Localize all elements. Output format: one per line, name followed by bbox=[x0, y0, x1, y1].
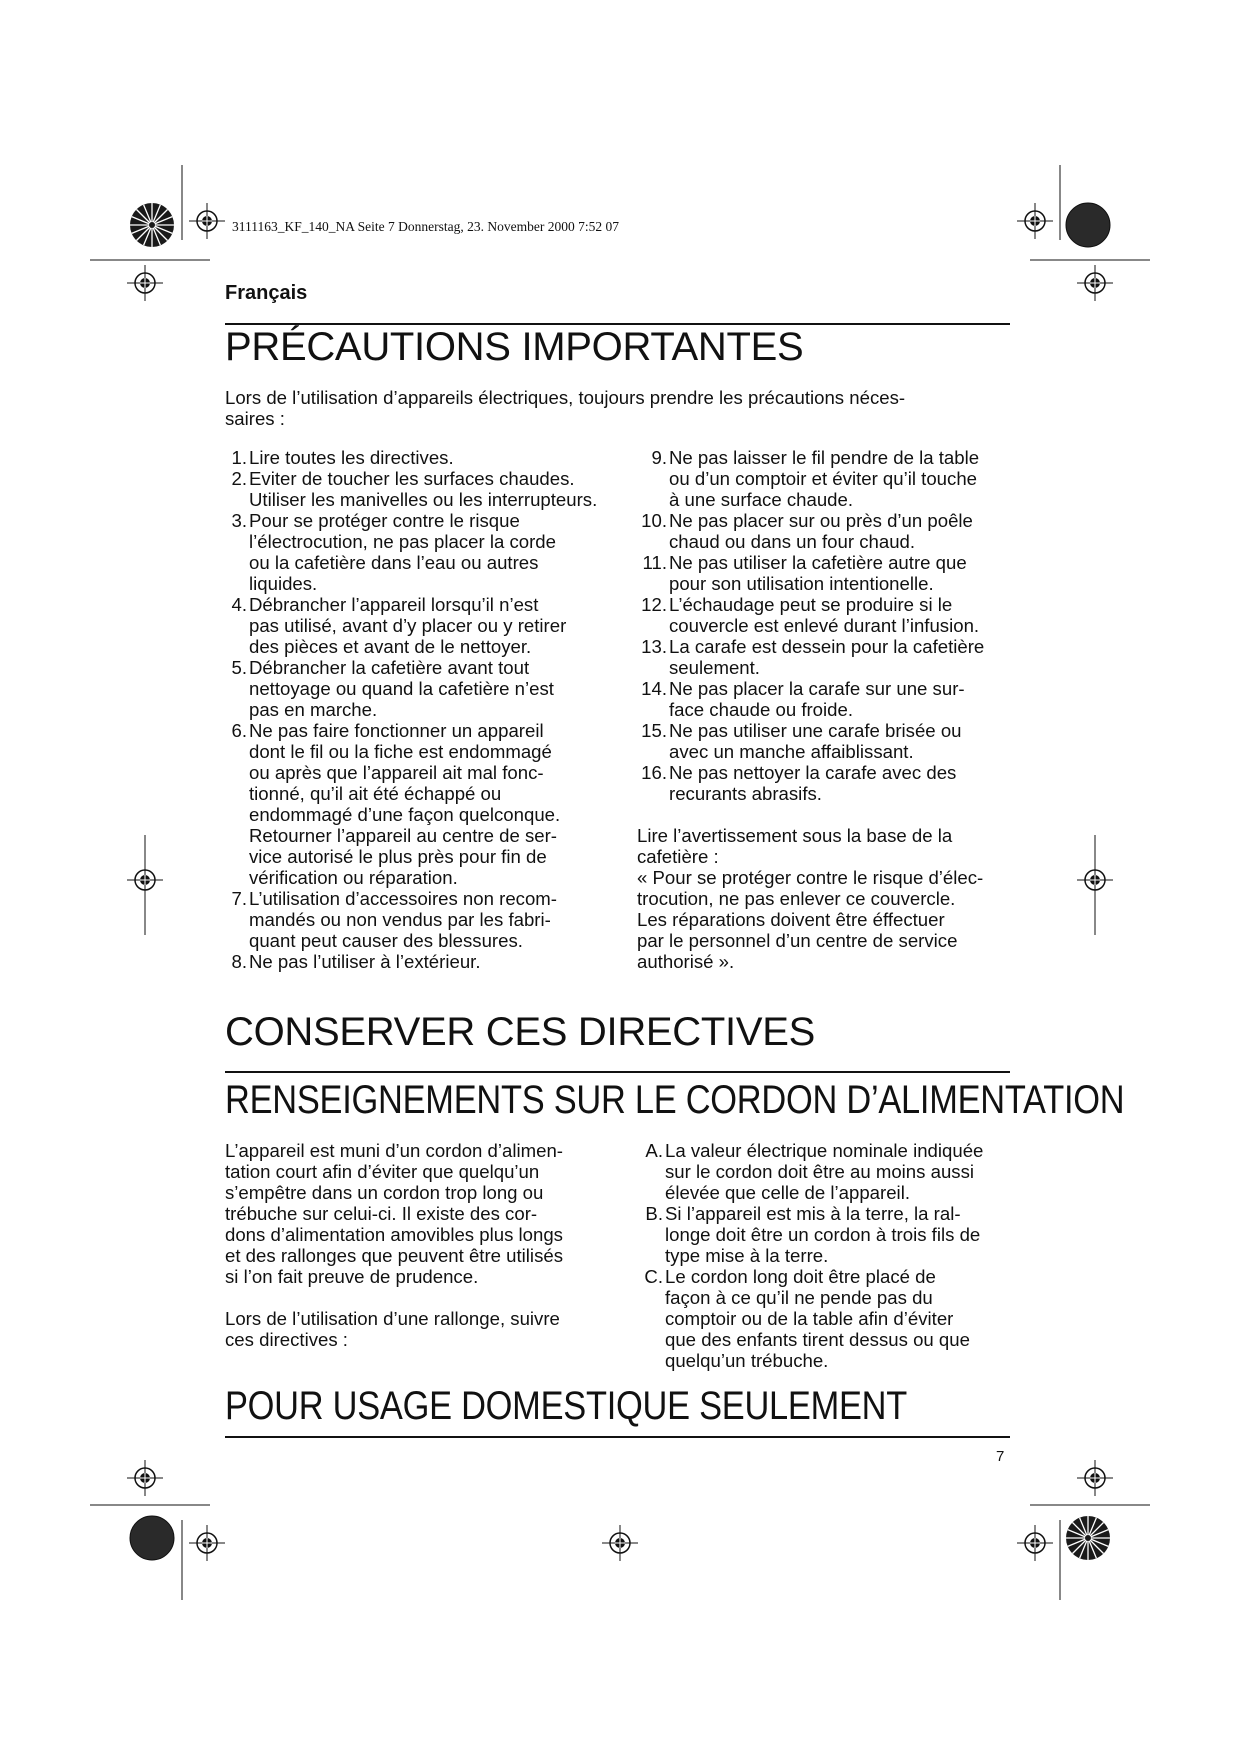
section-divider bbox=[225, 1436, 1010, 1438]
list-item-line: ou la cafetière dans l’eau ou autres bbox=[249, 552, 539, 573]
list-item-line: des pièces et avant de le nettoyer. bbox=[249, 636, 532, 657]
list-item-line: ou d’un comptoir et éviter qu’il touche bbox=[669, 468, 978, 489]
list-item-text bbox=[249, 510, 625, 594]
list-item-line: pour son utilisation intentionelle. bbox=[669, 573, 934, 594]
cordon-right-column bbox=[641, 1140, 1041, 1371]
list-item-text bbox=[669, 594, 1037, 636]
list-item-text bbox=[669, 552, 1037, 594]
list-item-line: Eviter de toucher les surfaces chaudes. bbox=[249, 468, 575, 489]
list-item-text bbox=[249, 447, 625, 468]
list-item-line: Ne pas placer sur ou près d’un poêle bbox=[669, 510, 973, 531]
list-item-number: 14. bbox=[641, 678, 667, 699]
list-item bbox=[637, 552, 1037, 594]
list-item-number: 10. bbox=[641, 510, 667, 531]
list-item-text bbox=[669, 510, 1037, 552]
paragraph-line: et des rallonges que peuvent être utilisés bbox=[225, 1245, 564, 1266]
warning-paragraph bbox=[637, 825, 1037, 972]
list-item-line: élevée que celle de l’appareil. bbox=[665, 1182, 910, 1203]
intro-line: saires : bbox=[225, 408, 285, 429]
list-item-line: mandés ou non vendus par les fabri- bbox=[249, 909, 551, 930]
print-header-line: 3111163_KF_140_NA Seite 7 Donnerstag, 23. November 2000 7:52 07 bbox=[232, 219, 619, 234]
list-item-line: liquides. bbox=[249, 573, 318, 594]
paragraph-line: L’appareil est muni d’un cordon d’alimen- bbox=[225, 1140, 563, 1161]
list-item-text bbox=[665, 1203, 1041, 1266]
list-item-number: 4. bbox=[231, 594, 247, 615]
list-item-number: 5. bbox=[231, 657, 247, 678]
domestique-title: POUR USAGE DOMESTIQUE SEULEMENT bbox=[225, 1384, 908, 1428]
list-item-number: 13. bbox=[641, 636, 667, 657]
list-item-text bbox=[249, 951, 625, 972]
paragraph-line: authorisé ». bbox=[637, 951, 735, 972]
list-item-text bbox=[249, 720, 625, 888]
list-item-line: quelqu’un trébuche. bbox=[665, 1350, 829, 1371]
list-item-text bbox=[669, 762, 1037, 804]
list-item-text bbox=[665, 1140, 1041, 1203]
list-item-line: chaud ou dans un four chaud. bbox=[669, 531, 916, 552]
list-item bbox=[637, 762, 1037, 804]
list-item-line: vérification ou réparation. bbox=[249, 867, 458, 888]
list-item-line: Pour se protéger contre le risque bbox=[249, 510, 520, 531]
precautions-title: PRÉCAUTIONS IMPORTANTES bbox=[225, 325, 804, 369]
list-item-line: recurants abrasifs. bbox=[669, 783, 822, 804]
language-label: Français bbox=[225, 282, 308, 304]
cordon-paragraph bbox=[225, 1308, 625, 1350]
list-item-line: vice autorisé le plus près pour fin de bbox=[249, 846, 547, 867]
list-item-line: Ne pas utiliser la cafetière autre que bbox=[669, 552, 967, 573]
list-item-line: Débrancher l’appareil lorsqu’il n’est bbox=[249, 594, 539, 615]
list-item-number: A. bbox=[645, 1140, 663, 1161]
list-item-line: avec un manche affaiblissant. bbox=[669, 741, 914, 762]
cordon-left-column bbox=[225, 1140, 625, 1350]
list-item-line: nettoyage ou quand la cafetière n’est bbox=[249, 678, 554, 699]
paragraph-line: Lire l’avertissement sous la base de la bbox=[637, 825, 953, 846]
list-item-text bbox=[669, 678, 1037, 720]
list-item bbox=[637, 447, 1037, 510]
list-item-line: pas en marche. bbox=[249, 699, 378, 720]
cordon-paragraph bbox=[225, 1140, 625, 1287]
list-item bbox=[641, 1203, 1041, 1266]
list-item-number: 3. bbox=[231, 510, 247, 531]
list-item-line: Ne pas nettoyer la carafe avec des bbox=[669, 762, 957, 783]
page-number: 7 bbox=[996, 1448, 1005, 1465]
list-item-number: B. bbox=[645, 1203, 663, 1224]
list-item bbox=[225, 447, 625, 468]
list-item-number: 7. bbox=[231, 888, 247, 909]
list-item-line: que des enfants tirent dessus ou que bbox=[665, 1329, 970, 1350]
paragraph-line: s’empêtre dans un cordon trop long ou bbox=[225, 1182, 544, 1203]
list-item-line: Le cordon long doit être placé de bbox=[665, 1266, 936, 1287]
list-item-number: 6. bbox=[231, 720, 247, 741]
list-item-text bbox=[249, 594, 625, 657]
list-item-line: à une surface chaude. bbox=[669, 489, 854, 510]
list-item bbox=[225, 720, 625, 888]
list-item-line: ou après que l’appareil ait mal fonc- bbox=[249, 762, 544, 783]
list-item-line: Ne pas laisser le fil pendre de la table bbox=[669, 447, 980, 468]
list-item-text bbox=[665, 1266, 1041, 1371]
cordon-title: RENSEIGNEMENTS SUR LE CORDON D’ALIMENTATION bbox=[225, 1078, 1125, 1122]
conserver-title: CONSERVER CES DIRECTIVES bbox=[225, 1010, 815, 1054]
list-item-text bbox=[669, 447, 1037, 510]
list-item-line: sur le cordon doit être au moins aussi bbox=[665, 1161, 975, 1182]
list-item-line: longe doit être un cordon à trois fils de bbox=[665, 1224, 981, 1245]
list-item-line: façon à ce qu’il ne pende pas du bbox=[665, 1287, 933, 1308]
list-item bbox=[225, 468, 625, 510]
list-item-number: 2. bbox=[231, 468, 247, 489]
list-item-line: tionné, qu’il ait été échappé ou bbox=[249, 783, 502, 804]
list-item-line: pas utilisé, avant d’y placer ou y retirer bbox=[249, 615, 567, 636]
list-item-line: dont le fil ou la fiche est endommagé bbox=[249, 741, 552, 762]
list-item bbox=[225, 888, 625, 951]
list-item-line: type mise à la terre. bbox=[665, 1245, 829, 1266]
list-item-line: quant peut causer des blessures. bbox=[249, 930, 523, 951]
list-item-line: Ne pas placer la carafe sur une sur- bbox=[669, 678, 965, 699]
paragraph-line: « Pour se protéger contre le risque d’élec- bbox=[637, 867, 984, 888]
list-item-line: Utiliser les manivelles ou les interrupteurs. bbox=[249, 489, 598, 510]
list-item-line: endommagé d’une façon quelconque. bbox=[249, 804, 561, 825]
list-item-number: 11. bbox=[642, 552, 667, 573]
list-item-line: La valeur électrique nominale indiquée bbox=[665, 1140, 984, 1161]
list-item-line: L’utilisation d’accessoires non recom- bbox=[249, 888, 557, 909]
list-item-line: Ne pas utiliser une carafe brisée ou bbox=[669, 720, 962, 741]
precautions-left-column bbox=[225, 447, 625, 972]
list-item-number: 1. bbox=[231, 447, 247, 468]
list-item-text bbox=[249, 468, 625, 510]
section-divider bbox=[225, 1071, 1010, 1073]
list-item-number: 15. bbox=[641, 720, 667, 741]
list-item-number: 12. bbox=[641, 594, 667, 615]
list-item-line: l’électrocution, ne pas placer la corde bbox=[249, 531, 556, 552]
list-item bbox=[637, 678, 1037, 720]
list-item-line: Débrancher la cafetière avant tout bbox=[249, 657, 530, 678]
paragraph-line: Lors de l’utilisation d’une rallonge, suivre bbox=[225, 1308, 560, 1329]
paragraph-line: trébuche sur celui-ci. Il existe des cor- bbox=[225, 1203, 538, 1224]
list-item-text bbox=[249, 888, 625, 951]
list-item-text bbox=[249, 657, 625, 720]
list-item-line: face chaude ou froide. bbox=[669, 699, 854, 720]
list-item bbox=[225, 594, 625, 657]
paragraph-line: par le personnel d’un centre de service bbox=[637, 930, 958, 951]
list-item bbox=[225, 951, 625, 972]
list-item-line: La carafe est dessein pour la cafetière bbox=[669, 636, 985, 657]
list-item-line: Lire toutes les directives. bbox=[249, 447, 454, 468]
list-item-text bbox=[669, 636, 1037, 678]
list-item-line: comptoir ou de la table afin d’éviter bbox=[665, 1308, 954, 1329]
paragraph-line: tation court afin d’éviter que quelqu’un bbox=[225, 1161, 540, 1182]
list-item bbox=[637, 636, 1037, 678]
list-item-number: C. bbox=[644, 1266, 663, 1287]
list-item-text bbox=[669, 720, 1037, 762]
paragraph-line: Les réparations doivent être éffectuer bbox=[637, 909, 945, 930]
list-item-line: Retourner l’appareil au centre de ser- bbox=[249, 825, 557, 846]
list-item-line: Si l’appareil est mis à la terre, la ral- bbox=[665, 1203, 961, 1224]
list-item bbox=[225, 657, 625, 720]
list-item bbox=[641, 1140, 1041, 1203]
paragraph-line: si l’on fait preuve de prudence. bbox=[225, 1266, 479, 1287]
list-item bbox=[637, 510, 1037, 552]
paragraph-line: cafetière : bbox=[637, 846, 719, 867]
list-item bbox=[225, 510, 625, 594]
list-item-number: 9. bbox=[651, 447, 667, 468]
list-item bbox=[637, 720, 1037, 762]
paragraph-line: trocution, ne pas enlever ce couvercle. bbox=[637, 888, 956, 909]
list-item-line: seulement. bbox=[669, 657, 760, 678]
paragraph-line: dons d’alimentation amovibles plus longs bbox=[225, 1224, 563, 1245]
list-item-number: 8. bbox=[231, 951, 247, 972]
list-item-line: couvercle est enlevé durant l’infusion. bbox=[669, 615, 980, 636]
intro-line: Lors de l’utilisation d’appareils électriques, toujours prendre les précautions néces- bbox=[225, 387, 906, 408]
list-item bbox=[641, 1266, 1041, 1371]
list-item-line: Ne pas faire fonctionner un appareil bbox=[249, 720, 544, 741]
list-item bbox=[637, 594, 1037, 636]
list-item-line: Ne pas l’utiliser à l’extérieur. bbox=[249, 951, 481, 972]
intro-paragraph bbox=[225, 387, 995, 429]
list-item-number: 16. bbox=[641, 762, 667, 783]
precautions-right-column bbox=[637, 447, 1037, 972]
paragraph-line: ces directives : bbox=[225, 1329, 348, 1350]
list-item-line: L’échaudage peut se produire si le bbox=[669, 594, 953, 615]
registration-mark-icon bbox=[130, 203, 174, 247]
